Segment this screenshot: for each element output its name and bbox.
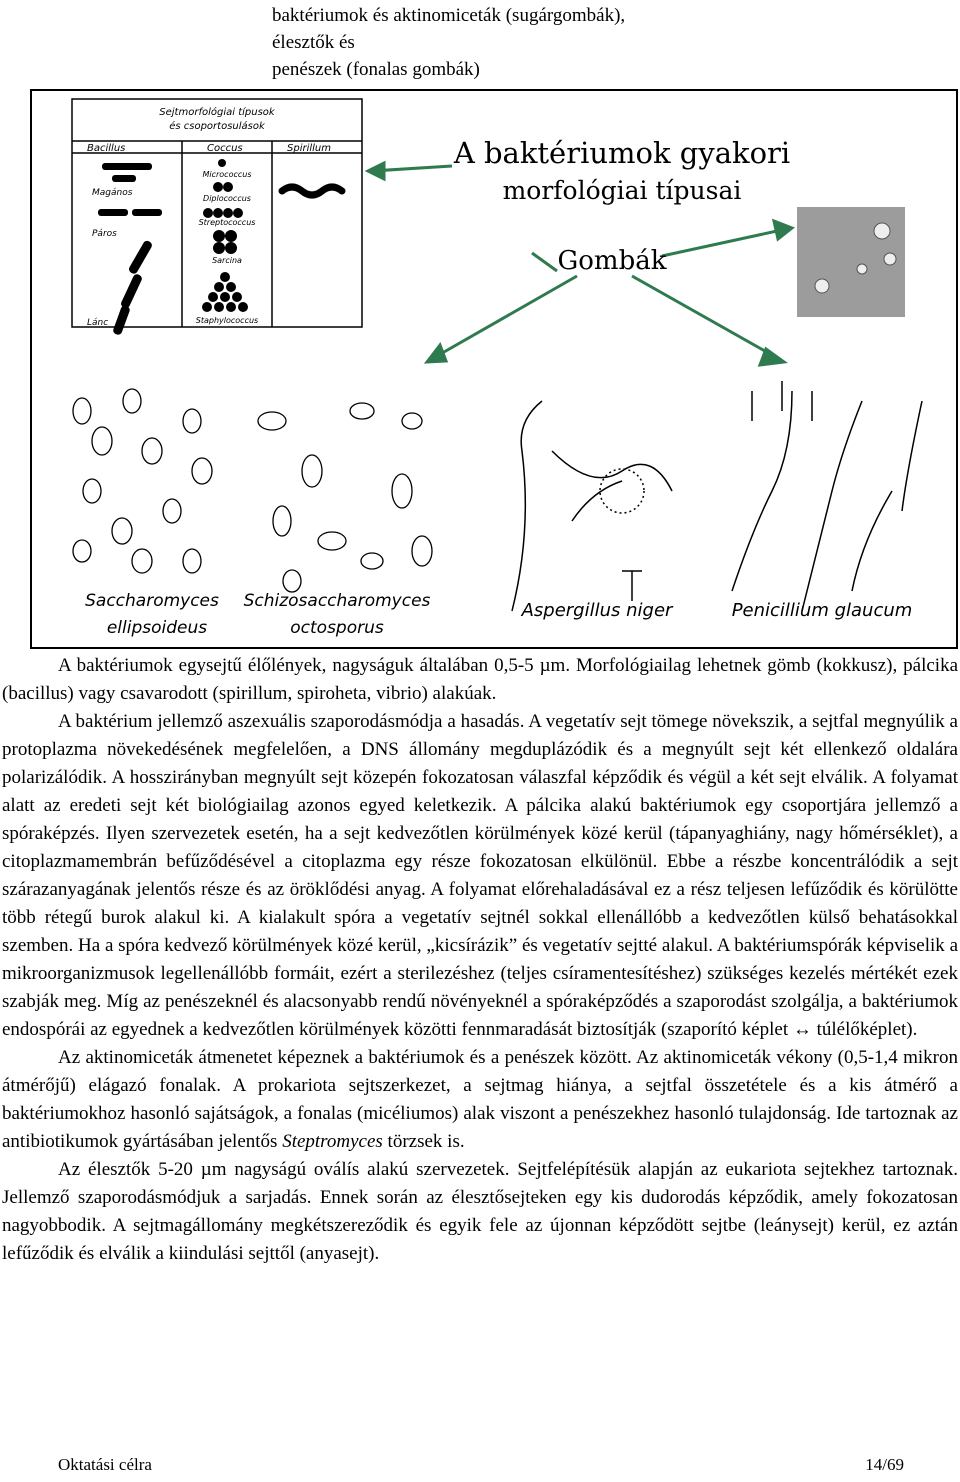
paragraph [2, 1044, 958, 1156]
row-label: Magános [92, 188, 133, 198]
coccus-label: Micrococcus [202, 170, 252, 179]
paragraph: A baktériumok egysejtű élőlények, nagyságuk általában 0,5-5 µm. Morfológiailag lehetnek gömb (kokkusz), pálcika (bacillus) vagy csavarodott (spirillum, spiroheta, vibrio) alakúak. [2, 655, 958, 704]
page-number: 14/69 [865, 1455, 904, 1474]
figure-title: morfológiai típusai [502, 176, 742, 205]
figure-title: A baktériumok gyakori [453, 136, 791, 170]
page-footer [58, 1455, 904, 1475]
paragraph: A baktérium jellemző aszexuális szaporodásmódja a hasadás. A vegetatív sejt tömege növekszik, a sejtfal megnyúlik a protoplazma növekedésének megfelelően, a DNS állomány megduplázódik és a megnyúlt sejt két ellenkező oldalára polarizálódik. A hosszirányban megnyúlt sejt közepén fokozatosan válaszfal képződik és végül a két sejt elválik. A folyamat alatt az eredeti sejt két biológiailag azonos egyed keletkezik. A pálcika alakú baktériumok egy csoportjára jellemző a spóraképzés. Ilyen szervezetek esetén, ha a sejt kedvezőtlen körülmények közé kerül (tápanyaghiány, nagy hőmérséklet), a citoplazmamembrán befűződésével a citoplazma egy része fokozatosan elkülönül. Ebbe a részbe koncentrálódik a sejt szárazanyagának jelentős része és az öröklődési anyag. A folyamat előrehaladásával ez a rész teljesen lefűződik és körülötte több rétegű burok alakul ki. A kialakult spóra a vegetatív sejtnél sokkal ellenállóbb a kedvezőtlen külső behatásokkal szemben. Ha a spóra kedvező körülmények közé kerül, „kicsírázik” és vegetatív sejtté alakul. A baktériumspórák képviselik a mikroorganizmusok legellenállóbb formáit, ezért a sterilezéshez (teljes csíramentesítéshez) szükséges kezelés mértékét ezek szabják meg. Míg az penészeknél és alacsonyabb rendű növényeknél a spóraképződés a szaporodást szolgálja, a baktériumok endospórái az egyednek a kedvezőtlen körülmények közötti fennmaradását biztosítják (szaporító képlet ↔ túlélőképlet). [2, 711, 958, 1040]
coccus-label: Staphylococcus [195, 316, 259, 325]
header-list [272, 2, 625, 83]
table-header: és csoportosulások [169, 121, 265, 132]
row-label: Páros [92, 229, 117, 239]
genus-name: Steptromyces [282, 1131, 383, 1152]
spirillum-cell [282, 187, 342, 195]
figure-caption: Saccharomyces [85, 591, 219, 611]
paragraph: Az élesztők 5-20 µm nagyságú oválís alakú szervezetek. Sejtfelépítésük alapján az eukariota sejtekhez tartoznak. Jellemző szaporodásmódjuk a sarjadás. Ennek során az élesztősejteken egy kis dudorodás képződik, amely fokozatosan nagyobbodik. A sejtmagállomány megkétszereződik és egyik fele az újonnan képződött sejtbe (leánysejt) kerül, ez aztán lefűződik és elválik a kiindulási sejttől (anyasejt). [2, 1159, 958, 1264]
header-line: élesztők és [272, 32, 355, 53]
figure-caption: Penicillium glaucum [731, 600, 913, 621]
paragraph-text: törzsek is. [382, 1131, 465, 1152]
footer-left: Oktatási célra [58, 1455, 152, 1474]
figure-caption: ellipsoideus [106, 618, 208, 638]
col-label: Bacillus [87, 143, 126, 154]
yeast-micrograph [797, 207, 905, 317]
coccus-label: Streptococcus [198, 218, 256, 227]
coccus-cells [202, 159, 248, 312]
body-text [2, 652, 958, 1268]
col-label: Coccus [207, 143, 243, 154]
header-line: penészek (fonalas gombák) [272, 59, 480, 80]
row-label: Lánc [87, 318, 109, 328]
mold-drawings [512, 381, 922, 611]
gombak-label: Gombák [557, 246, 667, 276]
col-label: Spirillum [287, 143, 331, 154]
header-line: baktériumok és aktinomiceták (sugárgombák), [272, 5, 626, 26]
coccus-label: Diplococcus [203, 194, 251, 203]
yeast-drawings [73, 389, 432, 592]
table-header: Sejtmorfológiai típusok [159, 107, 275, 118]
figure-caption: Schizosaccharomyces [243, 591, 431, 611]
figure-caption: Aspergillus niger [521, 600, 673, 621]
paragraph-text: Az aktinomiceták átmenetet képeznek a baktériumok és a penészek között. Az aktinomiceták vékony (0,5-1,4 mikron átmérőjű) elágazó fonalak. A prokariota sejtszerkezet, a sejtmag hiánya, a sejtfal összetétele és a kis átmérő a baktériumokhoz hasonló sajátságok, a fonalas (micéliumos) alak viszont a penészekhez hasonló tulajdonság. Ide tartoznak az antibiotikumok gyártásában jelentős [2, 1047, 958, 1152]
figure-caption: octosporus [290, 618, 384, 638]
coccus-label: Sarcina [212, 256, 242, 265]
figure-panel [30, 89, 958, 649]
